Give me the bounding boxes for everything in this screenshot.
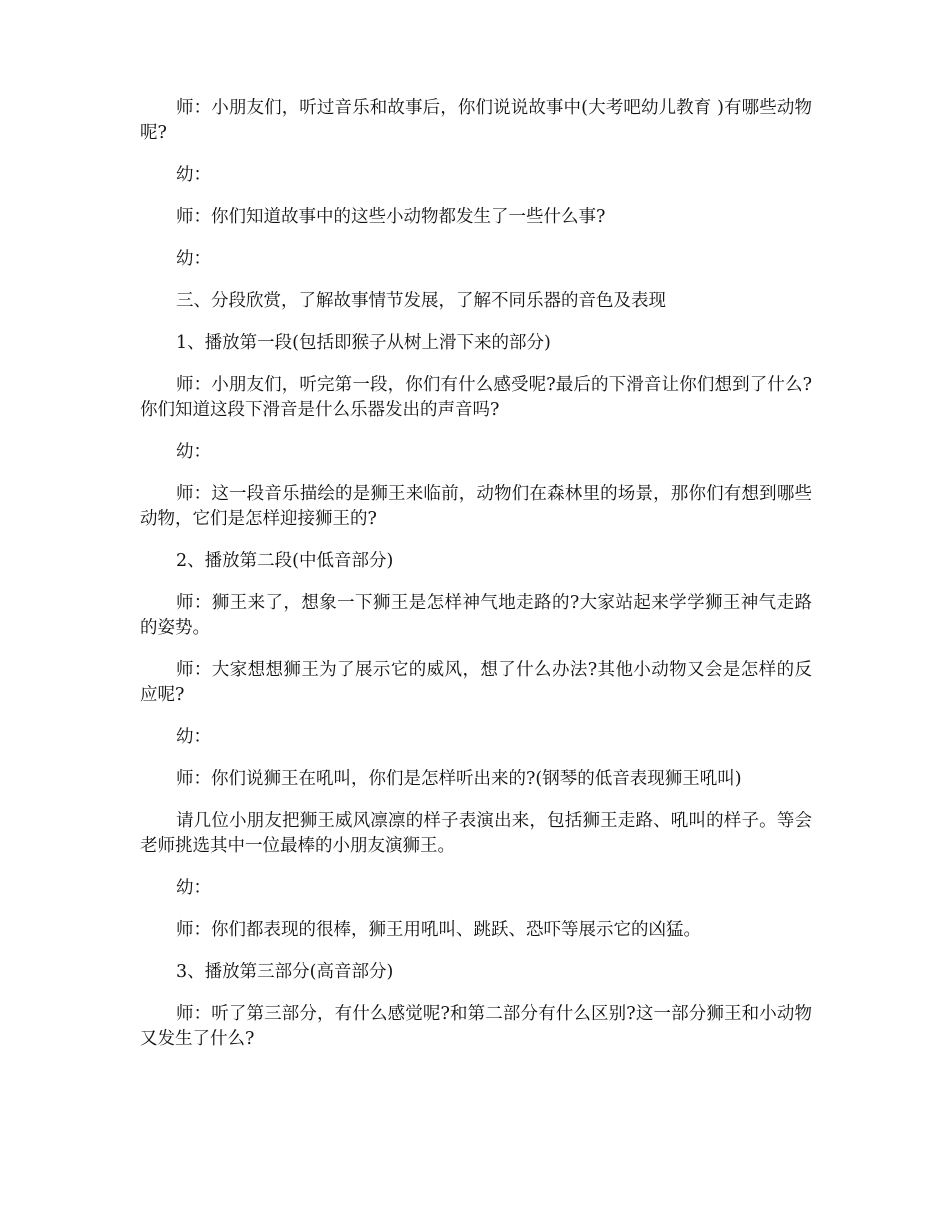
paragraph-performance-instruction: 请几位小朋友把狮王威风凛凛的样子表演出来，包括狮王走路、吼叫的样子。等会老师挑选其中一位最棒的小朋友演狮王。 [140,811,812,856]
step-heading-two: 2、播放第二段(中低音部分) [176,551,394,571]
paragraph-child-response: 幼： [176,727,211,747]
paragraph-child-response: 幼： [176,249,211,269]
step-heading-one: 1、播放第一段(包括即猴子从树上滑下来的部分) [176,333,551,353]
paragraph-teacher-question-animals: 师：小朋友们，听过音乐和故事后，你们说说故事中(大考吧幼儿教育 )有哪些动物呢? [140,98,812,143]
step-heading-three: 3、播放第三部分(高音部分) [176,962,394,982]
section-heading-three: 三、分段欣赏，了解故事情节发展，了解不同乐器的音色及表现 [176,291,666,311]
document-body [140,96,812,1069]
paragraph-teacher-scene-description: 师：这一段音乐描绘的是狮王来临前，动物们在森林里的场景，那你们有想到哪些动物，它们是怎样迎接狮王的? [140,484,812,529]
paragraph-teacher-question-events: 师：你们知道故事中的这些小动物都发生了一些什么事? [176,207,606,227]
paragraph-teacher-question-first-part: 师：小朋友们，听完第一段，你们有什么感受呢?最后的下滑音让你们想到了什么?你们知道这段下滑音是什么乐器发出的声音吗? [140,375,812,420]
paragraph-teacher-praise: 师：你们都表现的很棒，狮王用吼叫、跳跃、恐吓等展示它的凶猛。 [176,920,701,940]
paragraph-teacher-lion-walk: 师：狮王来了，想象一下狮王是怎样神气地走路的?大家站起来学学狮王神气走路的姿势。 [140,593,812,638]
paragraph-child-response: 幼： [176,878,211,898]
paragraph-teacher-question-third-part: 师：听了第三部分，有什么感觉呢?和第二部分有什么区别?这一部分狮王和小动物又发生了什么? [140,1004,812,1049]
paragraph-teacher-lion-roar: 师：你们说狮王在吼叫，你们是怎样听出来的?(钢琴的低音表现狮王吼叫) [176,769,742,789]
paragraph-child-response: 幼： [176,165,211,185]
paragraph-teacher-lion-power: 师：大家想想狮王为了展示它的威风，想了什么办法?其他小动物又会是怎样的反应呢? [140,660,812,705]
paragraph-child-response: 幼： [176,442,211,462]
